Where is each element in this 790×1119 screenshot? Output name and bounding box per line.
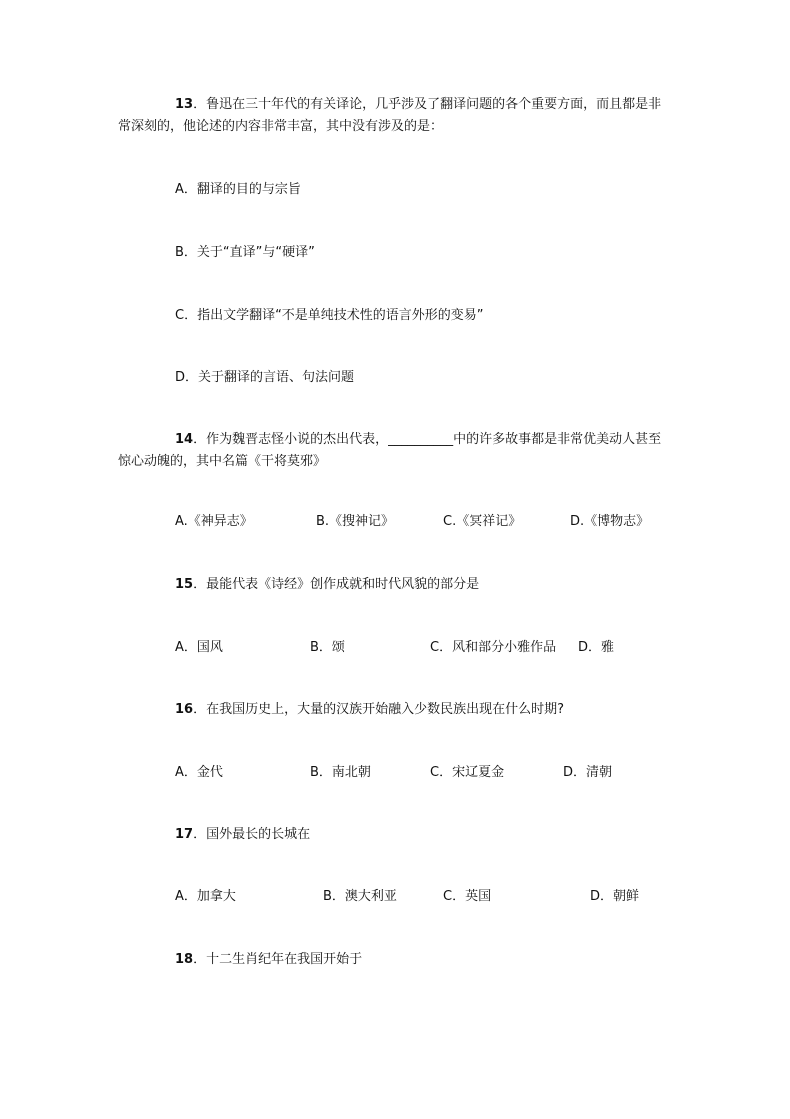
option: D.《博物志》: [570, 514, 650, 529]
question-16: [175, 699, 564, 721]
option: D．清朝: [563, 765, 613, 780]
question-text: ．作为魏晋志怪小说的杰出代表，: [193, 432, 389, 447]
option: A.《神异志》: [175, 514, 253, 529]
question-number: 16: [175, 702, 194, 717]
option: B．澳大利亚: [323, 889, 397, 904]
option: A．加拿大: [175, 889, 236, 904]
question-text: 中的许多故事都是非常优美动人甚至惊心动魄的，其中名篇《干将莫邪》: [118, 432, 662, 469]
option: D．雅: [578, 640, 615, 655]
question-14: [118, 429, 673, 473]
question-number: 14: [175, 432, 194, 447]
question-18: [175, 949, 362, 971]
question-text: ．国外最长的长城在: [193, 827, 311, 842]
question-text: ．鲁迅在三十年代的有关译论，几乎涉及了翻译问题的各个重要方面，而且都是非常深刻的，他论述的内容非常丰富，其中没有涉及的是：: [118, 97, 662, 134]
question-text: ．十二生肖纪年在我国开始于: [193, 952, 363, 967]
option: B．关于“直译”与“硬译”: [175, 245, 315, 260]
option: C.《冥祥记》: [443, 514, 522, 529]
question-number: 15: [175, 577, 194, 592]
question-text: ．在我国历史上，大量的汉族开始融入少数民族出现在什么时期?: [193, 702, 564, 717]
question-13: [118, 94, 673, 138]
option: A．翻译的目的与宗旨: [175, 182, 301, 197]
option: D．朝鲜: [590, 889, 640, 904]
question-number: 18: [175, 952, 194, 967]
option: A．国风: [175, 640, 223, 655]
option: C．英国: [443, 889, 492, 904]
option: C．风和部分小雅作品: [430, 640, 557, 655]
option: B．南北朝: [310, 765, 371, 780]
question-text: ．最能代表《诗经》创作成就和时代风貌的部分是: [193, 577, 480, 592]
option: D．关于翻译的言语、句法问题: [175, 370, 355, 385]
answer-blank: __________: [388, 432, 454, 447]
option: B．颂: [310, 640, 345, 655]
question-number: 13: [175, 97, 194, 112]
option: C．指出文学翻译“不是单纯技术性的语言外形的变易”: [175, 308, 484, 323]
question-number: 17: [175, 827, 194, 842]
option: C．宋辽夏金: [430, 765, 505, 780]
question-15: [175, 574, 479, 596]
option: B.《搜神记》: [316, 514, 395, 529]
option: A．金代: [175, 765, 223, 780]
question-17: [175, 824, 310, 846]
